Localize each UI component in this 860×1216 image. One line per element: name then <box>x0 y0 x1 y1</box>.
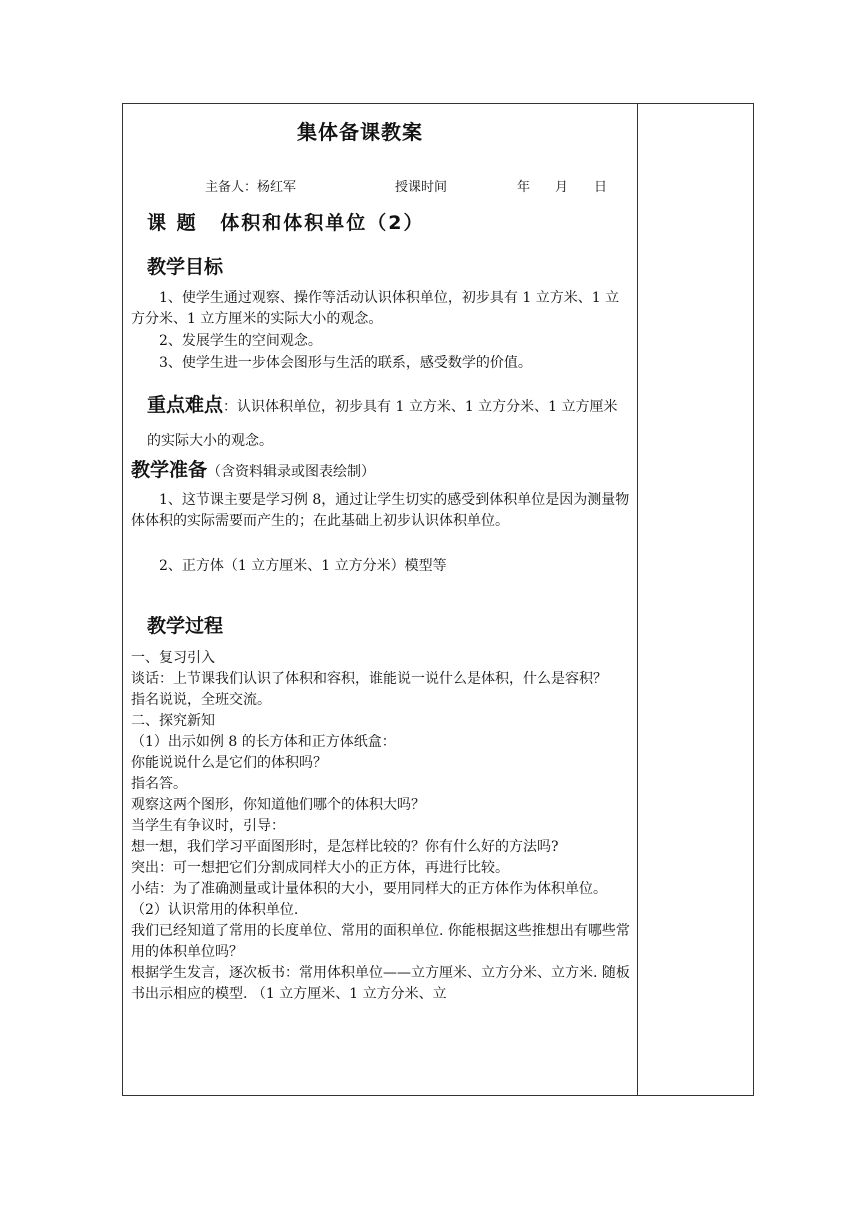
preparation-heading <box>131 455 375 482</box>
key-points-text: ：认识体积单位，初步具有 1 立方米、1 立方分米、1 立方厘米的实际大小的观念。 <box>147 399 618 449</box>
process-line: 你能说说什么是它们的体积吗？ <box>131 755 327 771</box>
month-label: 月 <box>555 180 569 195</box>
preparation-subtitle: （含资料辑录或图表绘制） <box>207 464 376 480</box>
preparation-item-2: 2、正方体（1 立方厘米、1 立方分米）模型等 <box>159 558 447 574</box>
page-title: 集体备课教案 <box>297 120 423 144</box>
preparation-title: 教学准备 <box>131 459 208 481</box>
process-line: 小结：为了准确测量或计量体积的大小，要用同样大的正方体作为体积单位。 <box>131 881 607 897</box>
day-label: 日 <box>594 180 608 195</box>
preparation-item-1: 1、这节课主要是学习例 8，通过让学生切实的感受到体积单位是因为测量物体体积的实际需要而产生的；在此基础上初步认识体积单位。 <box>131 492 630 529</box>
goal-item-2: 2、发展学生的空间观念。 <box>159 333 322 349</box>
goals-heading: 教学目标 <box>147 256 224 278</box>
lesson-topic <box>147 208 424 235</box>
year-label: 年 <box>517 180 531 195</box>
process-line: 谈话：上节课我们认识了体积和容积，谁能说一说什么是体积，什么是容积？ <box>131 671 607 687</box>
process-line: 突出：可一想把它们分割成同样大小的正方体，再进行比较。 <box>131 860 509 876</box>
topic-text: 体积和体积单位（2） <box>220 212 425 234</box>
process-line: 一、复习引入 <box>131 650 215 666</box>
process-line: （1）出示如例 8 的长方体和正方体纸盒： <box>131 734 396 750</box>
process-line: 我们已经知道了常用的长度单位、常用的面积单位. 你能根据这些推想出有哪些常用的体积单位吗？ <box>131 923 630 960</box>
topic-label: 课 题 <box>147 212 198 234</box>
preparer: 主备人：杨红军 <box>205 180 297 195</box>
process-line: 想一想，我们学习平面图形时，是怎样比较的？你有什么好的方法吗? <box>131 839 559 855</box>
table-column-divider <box>637 103 638 1096</box>
goal-item-1: 1、使学生通过观察、操作等活动认识体积单位，初步具有 1 立方米、1 立方分米、1 立方厘米的实际大小的观念。 <box>131 290 620 327</box>
process-line: 二、探究新知 <box>131 713 215 729</box>
goal-item-3: 3、使学生进一步体会图形与生活的联系，感受数学的价值。 <box>159 355 532 371</box>
key-points <box>147 388 631 458</box>
process-line: 根据学生发言，逐次板书：常用体积单位——立方厘米、立方分米、立方米. 随板书出示相应的模型. （1 立方厘米、1 立方分米、立 <box>131 965 630 1002</box>
process-line: 指名说说，全班交流。 <box>131 692 271 708</box>
process-line: 指名答。 <box>131 776 187 792</box>
process-line: 当学生有争议时，引导： <box>131 818 285 834</box>
process-line: （2）认识常用的体积单位. <box>131 902 299 918</box>
process-body <box>131 648 631 1005</box>
process-line: 观察这两个图形，你知道他们哪个的体积大吗？ <box>131 797 425 813</box>
class-time-label: 授课时间 <box>395 180 448 195</box>
key-points-heading: 重点难点 <box>147 394 224 416</box>
process-heading: 教学过程 <box>147 615 224 637</box>
